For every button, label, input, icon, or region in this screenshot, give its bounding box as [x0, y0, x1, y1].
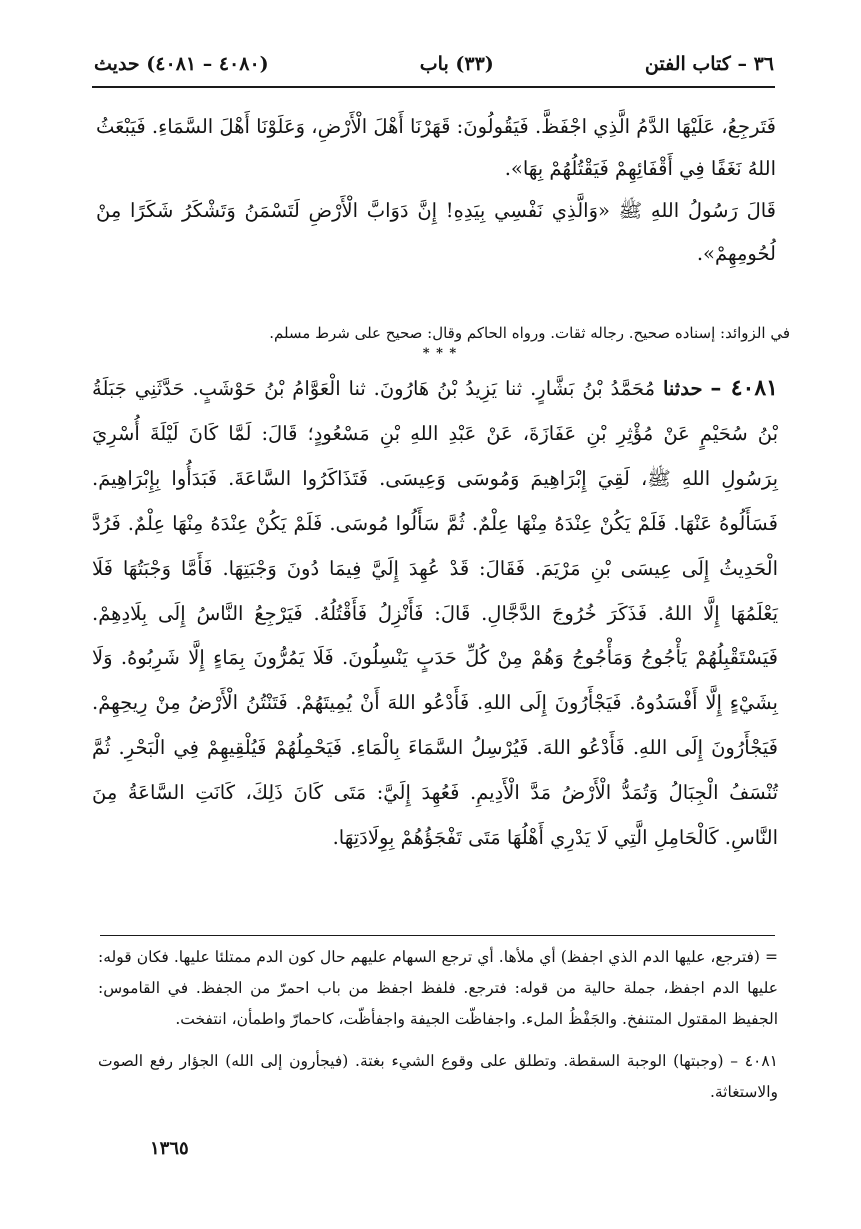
running-header	[94, 48, 774, 80]
hadith-range: (٤٠٨٠ – ٤٠٨١) حديث	[94, 53, 269, 75]
section-separator: * * *	[422, 346, 458, 361]
header-rule	[92, 86, 775, 88]
zawaid-note: في الزوائد: إسناده صحيح. رجاله ثقات. ورواه الحاكم وقال: صحيح على شرط مسلم.	[269, 324, 790, 342]
footnotes	[98, 942, 778, 1108]
footnote-2: ٤٠٨١ – (وجبتها) الوجبة السقطة. وتطلق على وقوع الشيء بغتة. (فيجأرون إلى الله) الجؤار رفع الصوت والاستغاثة.	[98, 1051, 778, 1101]
paragraph-continuation: فَتَرجِعُ، عَلَيْهَا الدَّمُ الَّذِي اجْفَظَّ. فَيَقُولُونَ: قَهَرْنَا أَهْلَ الْأَرْضِ، وَعَلَوْنَا أَهْلَ السَّمَاءِ. فَيَبْعَثُ اللهُ نَغَفًا فِي أَقْفَائِهِمْ فَيَقْتُلُهُمْ بِهَا».	[96, 115, 776, 181]
footnote-1: = (فترجع، عليها الدم الذي اجفظ) أي ملأها. أي ترجع السهام عليهم حال كون الدم ممتلئا عليها. فكان قوله: عليها الدم اجفظ، جملة حالية من قوله: فترجع. فلفظ اجفظ من باب احمرّ من الجفظ. في القاموس: الجفيظ المقتول المتنفخ. والجَفْظُ الملء. واجفاظّت الجيفة واجفأظّت، كاحمارّ واطمأن، انتفخت.	[98, 948, 778, 1029]
paragraph-prophet-saying: قَالَ رَسُولُ اللهِ ﷺ «وَالَّذِي نَفْسِي بِيَدِهِ! إِنَّ دَوَابَّ الْأَرْضِ لَتَسْمَنُ وَتَشْكَرُ شَكَرًا مِنْ لُحُومِهِمْ».	[96, 199, 776, 265]
footnote-rule	[100, 935, 775, 936]
hadith-body: مُحَمَّدُ بْنُ بَشَّارٍ. ثنا يَزِيدُ بْنُ هَارُونَ. ثنا الْعَوَّامُ بْنُ حَوْشَبٍ. حَدَّثَنِي جَبَلَةُ بْنُ سُحَيْمٍ عَنْ مُؤْثِرِ بْنِ عَفَازَةَ، عَنْ عَبْدِ اللهِ بْنِ مَسْعُودٍ؛ قَالَ: لَمَّا كَانَ لَيْلَةَ أُسْرِيَ بِرَسُولِ اللهِ ﷺ، لَقِيَ إِبْرَاهِيمَ وَمُوسَى وَعِيسَى. فَتَذَاكَرُوا السَّاعَةَ. فَبَدَأُوا بِإِبْرَاهِيمَ. فَسَأَلُوهُ عَنْهَا. فَلَمْ يَكُنْ عِنْدَهُ مِنْهَا عِلْمٌ. ثُمَّ سَأَلُوا مُوسَى. فَلَمْ يَكُنْ عِنْدَهُ مِنْهَا عِلْمٌ. فَرُدَّ الْحَدِيثُ إِلَى عِيسَى بْنِ مَرْيَمَ. فَقَالَ: قَدْ عُهِدَ إِلَيَّ فِيمَا دُونَ وَجْبَتِهَا. فَأَمَّا وَجْبَتُهَا فَلَا يَعْلَمُهَا إِلَّا اللهُ. فَذَكَرَ خُرُوجَ الدَّجَّالِ. قَالَ: فَأَنْزِلُ فَأَقْتُلُهُ. فَيَرْجِعُ النَّاسُ إِلَى بِلَادِهِمْ. فَيَسْتَقْبِلُهُمْ يَأْجُوجُ وَمَأْجُوجُ وَهُمْ مِنْ كُلِّ حَدَبٍ يَنْسِلُونَ. فَلَا يَمُرُّونَ بِمَاءٍ إِلَّا شَرِبُوهُ. وَلَا بِشَيْءٍ إِلَّا أَفْسَدُوهُ. فَيَجْأَرُونَ إِلَى اللهِ. فَأَدْعُو اللهَ أَنْ يُمِيتَهُمْ. فَتَنْتُنُ الْأَرْضُ مِنْ رِيحِهِمْ. فَيَجْأَرُونَ إِلَى اللهِ. فَأَدْعُو اللهَ. فَيُرْسِلُ السَّمَاءَ بِالْمَاءِ. فَيَحْمِلُهُمْ فَيُلْقِيهِمْ فِي الْبَحْرِ. ثُمَّ تُنْسَفُ الْجِبَالُ وَتُمَدُّ الْأَرْضُ مَدَّ الْأَدِيمِ. فَعُهِدَ إِلَيَّ: مَتَى كَانَ ذَلِكَ، كَانَتِ السَّاعَةُ مِنَ النَّاسِ. كَالْحَامِلِ الَّتِي لَا يَدْرِي أَهْلُهَا مَتَى تَفْجَؤُهُمْ بِوِلَادَتِهَا.	[92, 377, 778, 850]
chapter-label: (٣٣) باب	[419, 53, 494, 75]
hadith-4081	[92, 366, 778, 861]
continued-text	[96, 106, 776, 275]
hadith-number: ٤٠٨١ –	[710, 375, 778, 401]
hadith-opening-word: حدثنا	[662, 377, 703, 400]
page-reference: ٣٦ – كتاب الفتن	[644, 53, 774, 75]
page-number: ١٣٦٥	[150, 1138, 189, 1159]
